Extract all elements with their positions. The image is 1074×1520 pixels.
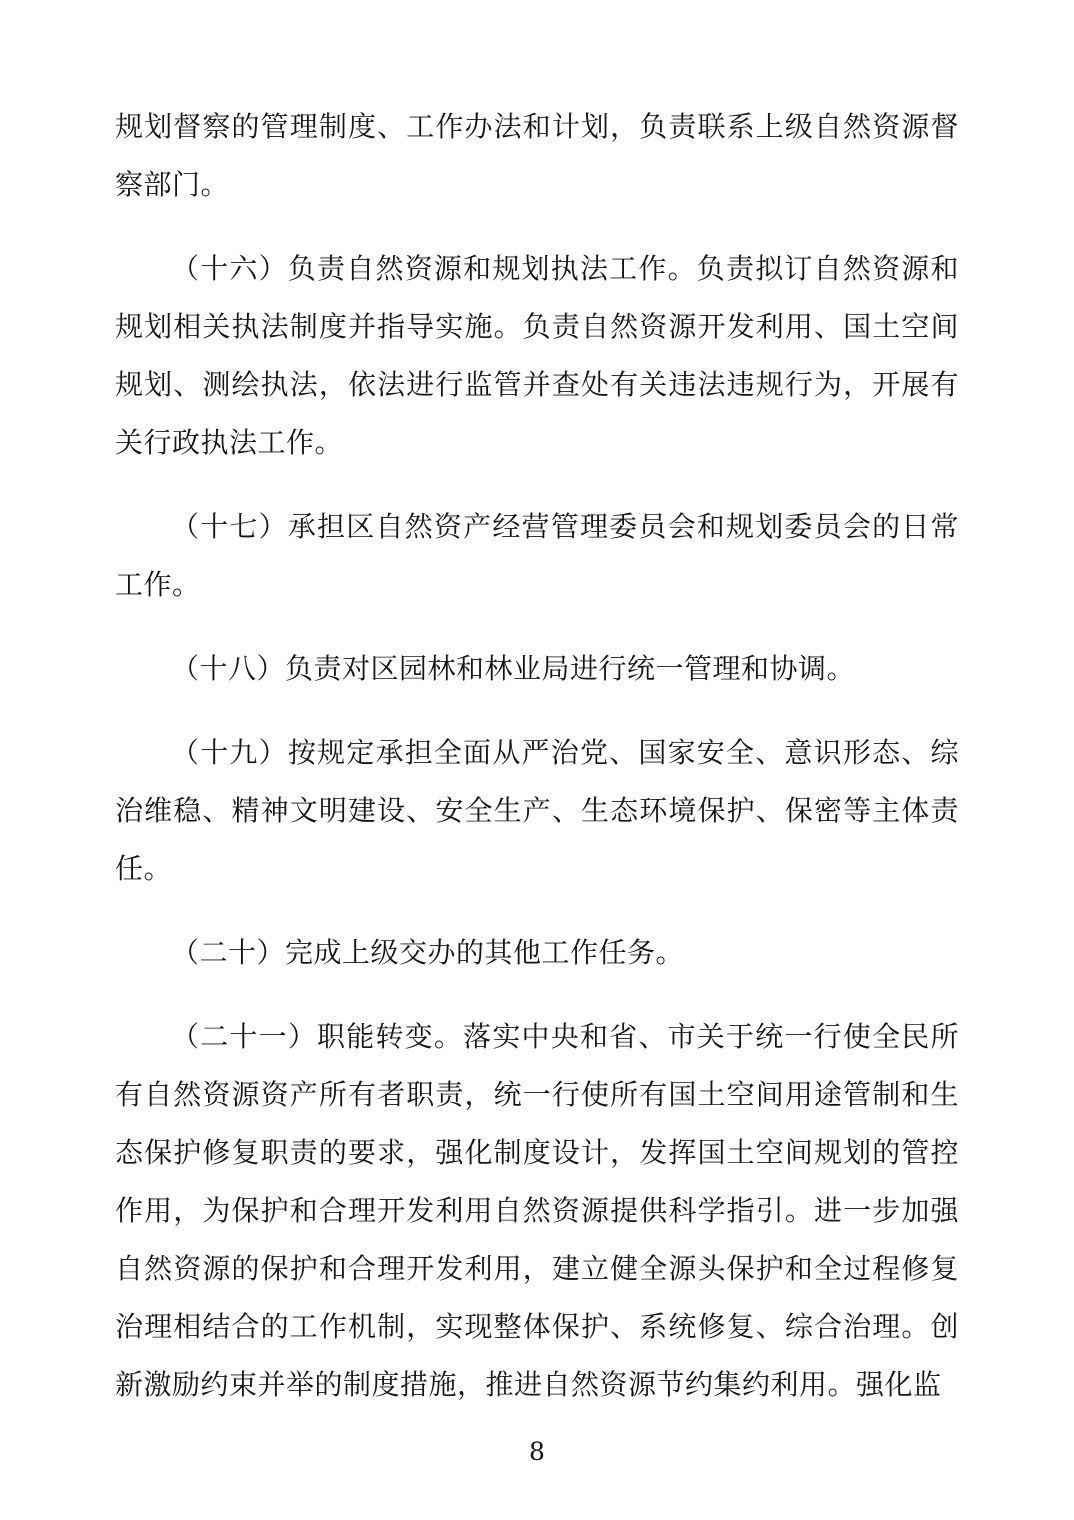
paragraph-item-17: （十七）承担区自然资产经营管理委员会和规划委员会的日常工作。 <box>115 510 959 601</box>
paragraph-continuation: 规划督察的管理制度、工作办法和计划，负责联系上级自然资源督察部门。 <box>115 110 959 201</box>
paragraph-item-20: （二十）完成上级交办的其他工作任务。 <box>171 936 685 969</box>
paragraph-item-16: （十六）负责自然资源和规划执法工作。负责拟订自然资源和规划相关执法制度并指导实施。负责自然资源开发利用、国土空间规划、测绘执法，依法进行监管并查处有关违法违规行为，开展有关行政执法工作。 <box>115 252 959 459</box>
document-body <box>115 98 959 1414</box>
page-number: 8 <box>529 1437 545 1466</box>
paragraph-item-19: （十九）按规定承担全面从严治党、国家安全、意识形态、综治维稳、精神文明建设、安全生产、生态环境保护、保密等主体责任。 <box>115 736 959 885</box>
paragraph-item-18: （十八）负责对区园林和林业局进行统一管理和协调。 <box>171 652 856 685</box>
paragraph-item-21: （二十一）职能转变。落实中央和省、市关于统一行使全民所有自然资源资产所有者职责，统一行使所有国土空间用途管制和生态保护修复职责的要求，强化制度设计，发挥国土空间规划的管控作用，为保护和合理开发利用自然资源提供科学指引。进一步加强自然资源的保护和合理开发利用，建立健全源头保护和全过程修复治理相结合的工作机制，实现整体保护、系统修复、综合治理。创新激励约束并举的制度措施，推进自然资源节约集约利用。强化监 <box>115 1020 959 1401</box>
